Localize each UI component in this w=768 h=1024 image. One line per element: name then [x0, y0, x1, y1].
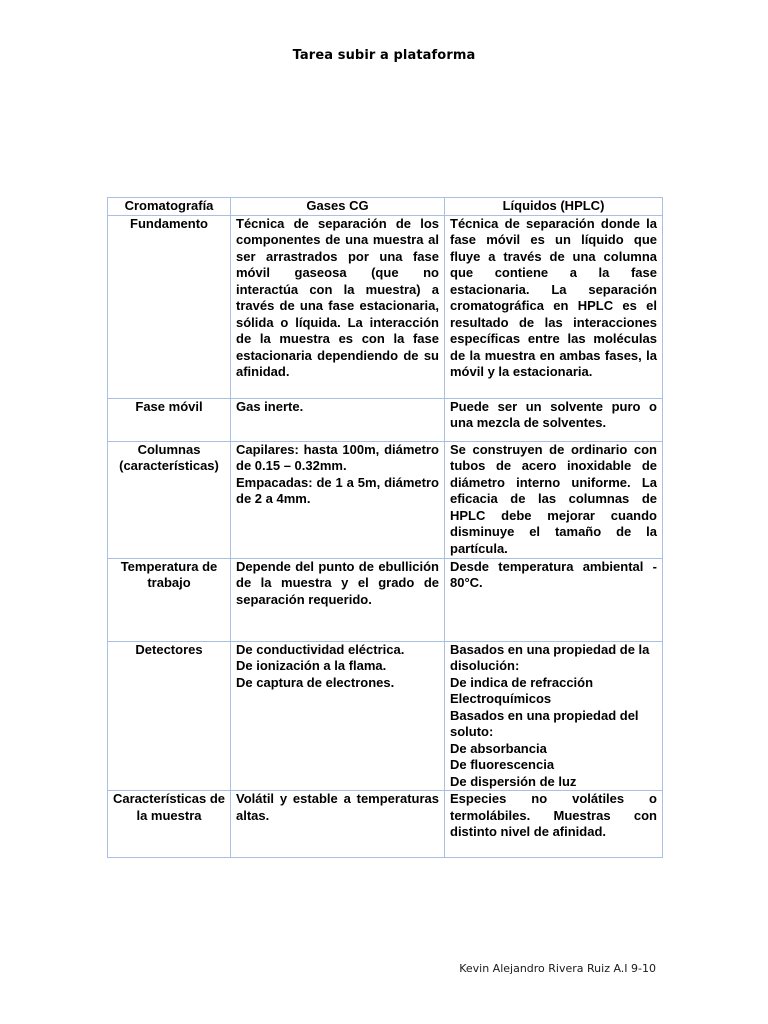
row-label-caracteristicas: Características de la muestra: [108, 791, 231, 858]
cell-line: De ionización a la flama.: [236, 658, 387, 673]
cell-line: De absorbancia: [450, 740, 547, 756]
cell-liquidos-fase-movil: Puede ser un solvente puro o una mezcla de solventes.: [445, 398, 663, 441]
comparison-table: [107, 197, 663, 858]
table-row: [108, 441, 663, 558]
header-liquidos: Líquidos (HPLC): [445, 198, 663, 216]
page-title: Tarea subir a plataforma: [292, 48, 476, 63]
table-row: [108, 398, 663, 441]
row-label-columnas: Columnas (características): [108, 441, 231, 558]
row-label-temperatura: Temperatura de trabajo: [108, 558, 231, 641]
table-header-row: [108, 198, 663, 216]
cell-line: De captura de electrones.: [236, 674, 395, 690]
header-cromatografia: Cromatografía: [108, 198, 231, 216]
row-label-fundamento: Fundamento: [108, 215, 231, 398]
cell-liquidos-temperatura: Desde temperatura ambiental - 80°C.: [445, 558, 663, 641]
cell-gases-fase-movil: Gas inerte.: [231, 398, 445, 441]
cell-gases-detectores: [231, 641, 445, 791]
row-label-detectores: Detectores: [108, 641, 231, 791]
cell-line: Capilares: hasta 100m, diámetro de 0.15 – 0.32mm.: [236, 441, 439, 473]
header-gases: Gases CG: [231, 198, 445, 216]
table-row: [108, 791, 663, 858]
cell-liquidos-fundamento: Técnica de separación donde la fase móvil es un líquido que fluye a través de una columna que contiene a la fase estacionaria. La separación cromatográfica en HPLC es el resultado de las interacciones específicas entre las moléculas de la muestra en ambas fases, la móvil y la estacionaria.: [445, 215, 663, 398]
cell-line: Basados en una propiedad del soluto:: [450, 707, 639, 739]
table-row: [108, 641, 663, 791]
cell-liquidos-detectores: [445, 641, 663, 791]
cell-gases-columnas: [231, 441, 445, 558]
cell-liquidos-caracteristicas: Especies no volátiles o termolábiles. Muestras con distinto nivel de afinidad.: [445, 791, 663, 858]
cell-line: De fluorescencia: [450, 757, 555, 772]
cell-liquidos-columnas: Se construyen de ordinario con tubos de acero inoxidable de diámetro interno uniforme. La eficacia de las columnas de HPLC debe mejorar cuando disminuye el tamaño de la partícula.: [445, 441, 663, 558]
footer-author: Kevin Alejandro Rivera Ruiz A.I 9-10: [459, 962, 656, 975]
cell-gases-fundamento: Técnica de separación de los componentes de una muestra al ser arrastrados por una fase móvil gaseosa (que no interactúa con la muestra) a través de una fase estacionaria, sólida o líquida. La interacción de la muestra es con la fase estacionaria dependiendo de su afinidad.: [231, 215, 445, 398]
cell-line: De conductividad eléctrica.: [236, 641, 405, 657]
cell-line: De indica de refracción: [450, 674, 594, 690]
cell-gases-temperatura: Depende del punto de ebullición de la muestra y el grado de separación requerido.: [231, 558, 445, 641]
cell-line: Empacadas: de 1 a 5m, diámetro de 2 a 4mm.: [236, 474, 439, 506]
cell-line: Electroquímicos: [450, 691, 552, 706]
cell-gases-caracteristicas: Volátil y estable a temperaturas altas.: [231, 791, 445, 858]
row-label-fase-movil: Fase móvil: [108, 398, 231, 441]
table-row: [108, 215, 663, 398]
table-row: [108, 558, 663, 641]
cell-line: De dispersión de luz: [450, 773, 577, 789]
cell-line: Basados en una propiedad de la disolución:: [450, 641, 650, 673]
